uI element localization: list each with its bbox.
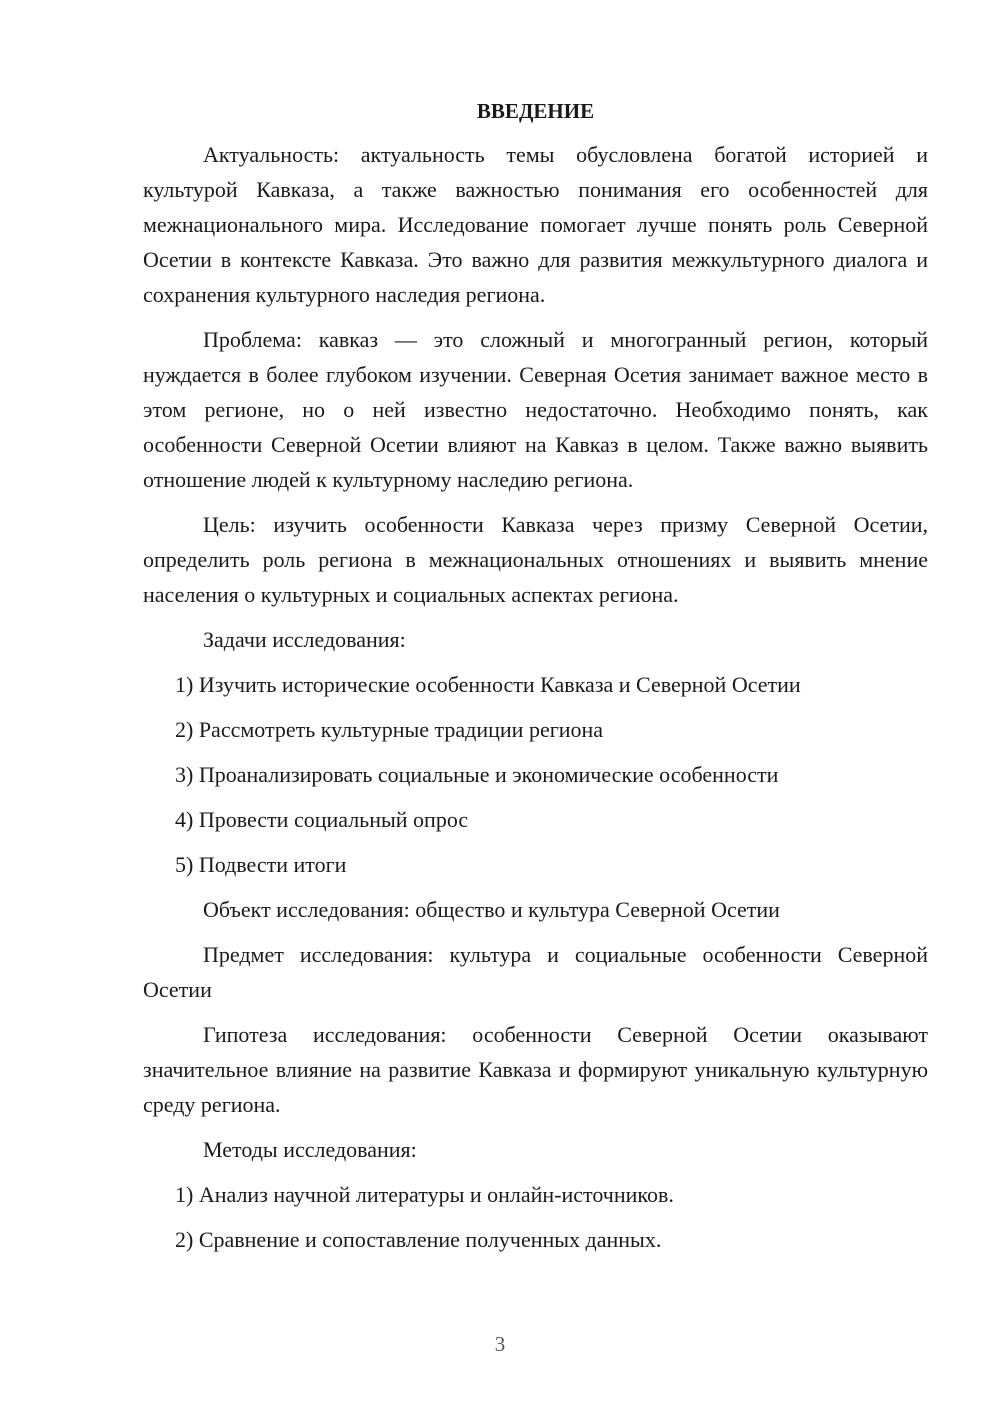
method-item: 2) Сравнение и сопоставление полученных данных. — [175, 1227, 662, 1252]
subject-paragraph: Предмет исследования: культура и социальные особенности Северной Осетии — [143, 942, 928, 1002]
page-number: 3 — [494, 1332, 506, 1356]
problem-paragraph: Проблема: кавказ — это сложный и многогранный регион, который нуждается в более глубоком изучении. Северная Осетия занимает важное место в этом регионе, но о ней известно недостаточно. Необходимо понять, как особенности Северной Осетии влияют на Кавказ в целом. Также важно выявить отношение людей к культурному наследию региона. — [143, 327, 928, 492]
task-item: 4) Провести социальный опрос — [175, 807, 469, 832]
tasks-list — [143, 667, 928, 882]
hypothesis-paragraph: Гипотеза исследования: особенности Северной Осетии оказывают значительное влияние на развитие Кавказа и формируют уникальную культурную среду региона. — [143, 1022, 928, 1117]
methods-heading: Методы исследования: — [203, 1137, 417, 1162]
document-title: ВВЕДЕНИЕ — [476, 99, 595, 123]
methods-list — [143, 1177, 928, 1257]
task-item: 1) Изучить исторические особенности Кавказа и Северной Осетии — [175, 672, 801, 697]
task-item: 5) Подвести итоги — [175, 852, 347, 877]
document-page — [143, 94, 928, 1267]
relevance-paragraph: Актуальность: актуальность темы обусловлена богатой историей и культурой Кавказа, а также важностью понимания его особенностей для межнационального мира. Исследование помогает лучше понять роль Северной Осетии в контексте Кавказа. Это важно для развития межкультурного диалога и сохранения культурного наследия региона. — [143, 142, 928, 307]
goal-paragraph: Цель: изучить особенности Кавказа через призму Северной Осетии, определить роль региона в межнациональных отношениях и выявить мнение населения о культурных и социальных аспектах региона. — [143, 512, 928, 607]
method-item: 1) Анализ научной литературы и онлайн-источников. — [175, 1182, 674, 1207]
object-line: Объект исследования: общество и культура Северной Осетии — [203, 897, 780, 922]
tasks-heading: Задачи исследования: — [203, 627, 406, 652]
task-item: 3) Проанализировать социальные и экономические особенности — [175, 762, 779, 787]
task-item: 2) Рассмотреть культурные традиции региона — [175, 717, 604, 742]
